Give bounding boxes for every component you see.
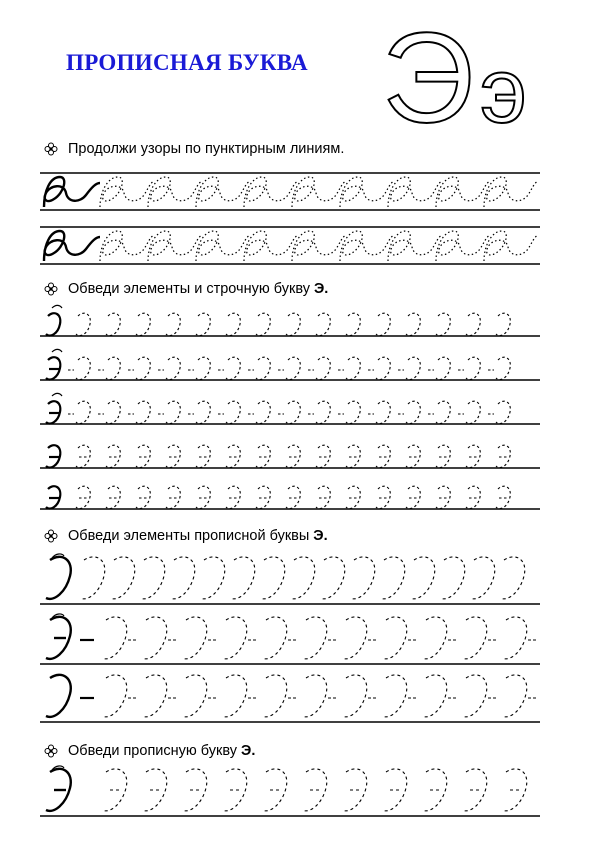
letter-dotted-stroke	[470, 557, 495, 599]
letter-dotted-stroke	[226, 313, 240, 335]
letter-dotted-stroke	[290, 557, 315, 599]
letter-dotted-stroke	[320, 557, 345, 599]
flower-icon	[44, 282, 58, 296]
instruction-text: Обведи прописную букву	[68, 743, 238, 759]
letter-dotted-stroke	[142, 769, 167, 811]
letter-dotted-stroke	[466, 313, 480, 335]
letter-dotted-stroke	[466, 445, 480, 467]
letter-dotted-stroke	[182, 769, 207, 811]
pattern-row-2	[40, 217, 540, 272]
letter-dotted-stroke	[440, 557, 465, 599]
pattern-dotted-stroke	[436, 231, 490, 261]
letter-dotted-stroke	[76, 445, 90, 467]
pattern-dotted-stroke	[196, 177, 250, 207]
letter-dotted-stroke	[182, 617, 207, 659]
uppercase-row-1	[40, 550, 540, 612]
pattern-dotted-stroke	[484, 177, 538, 207]
letter-dotted-stroke	[346, 486, 360, 508]
letter-dotted-stroke	[350, 557, 375, 599]
pattern-svg	[40, 163, 540, 218]
direction-arrow-icon	[52, 349, 62, 352]
letter-dotted-stroke	[260, 557, 285, 599]
letter-dotted-stroke	[230, 557, 255, 599]
letter-dotted-stroke	[286, 445, 300, 467]
pattern-dotted-stroke	[340, 231, 394, 261]
letter-dotted-stroke	[462, 769, 487, 811]
instruction-uppercase-elements	[44, 528, 328, 544]
outline-letters	[382, 7, 572, 150]
letter-dotted-stroke	[166, 486, 180, 508]
letter-dotted-stroke	[302, 617, 327, 659]
letter-dotted-stroke	[136, 357, 150, 379]
letter-dotted-stroke	[142, 675, 167, 717]
flower-icon	[44, 529, 58, 543]
pattern-dotted-stroke	[100, 231, 154, 261]
letter-dotted-stroke	[496, 357, 510, 379]
letter-dotted-stroke	[110, 557, 135, 599]
letter-dotted-stroke	[80, 557, 105, 599]
instruction-text: Обведи элементы и строчную букву	[68, 281, 310, 297]
letter-dotted-stroke	[346, 357, 360, 379]
letter-dotted-stroke	[226, 401, 240, 423]
letter-dotted-stroke	[256, 313, 270, 335]
lowercase-row-4	[40, 434, 540, 478]
letter-dotted-stroke	[256, 357, 270, 379]
letter-dotted-stroke	[346, 313, 360, 335]
letter-dotted-stroke	[346, 445, 360, 467]
uppercase-row-2	[40, 610, 540, 672]
letter-dotted-stroke	[382, 617, 407, 659]
letter-dotted-stroke	[76, 357, 90, 379]
pattern-dotted-stroke	[100, 177, 154, 207]
letter-dotted-stroke	[436, 486, 450, 508]
letter-solid-stroke	[46, 313, 60, 335]
letter-dotted-stroke	[376, 313, 390, 335]
pattern-dotted-stroke	[484, 231, 538, 261]
pattern-dotted-stroke	[340, 177, 394, 207]
letter-dotted-stroke	[342, 617, 367, 659]
letter-dotted-stroke	[436, 313, 450, 335]
letter-dotted-stroke	[376, 401, 390, 423]
letter-dotted-stroke	[262, 769, 287, 811]
letter-dotted-stroke	[422, 769, 447, 811]
letter-dotted-stroke	[102, 617, 127, 659]
letter-dotted-stroke	[466, 357, 480, 379]
letter-dotted-stroke	[222, 675, 247, 717]
letter-dotted-stroke	[502, 769, 527, 811]
letter-dotted-stroke	[76, 401, 90, 423]
letter-dotted-stroke	[496, 445, 510, 467]
pattern-dotted-stroke	[244, 177, 298, 207]
letter-dotted-stroke	[286, 401, 300, 423]
letter-dotted-stroke	[302, 675, 327, 717]
pattern-dotted-stroke	[244, 231, 298, 261]
letter-dotted-stroke	[382, 675, 407, 717]
letter-dotted-stroke	[196, 357, 210, 379]
letter-dotted-stroke	[462, 617, 487, 659]
instruction-text: Обведи элементы прописной буквы	[68, 528, 310, 544]
letter-dotted-stroke	[256, 401, 270, 423]
uppercase-letter-row	[40, 762, 540, 824]
pattern-row-1	[40, 163, 540, 218]
lowercase-row-2	[40, 346, 540, 390]
letter-dotted-stroke	[316, 445, 330, 467]
letter-dotted-stroke	[222, 617, 247, 659]
letter-dotted-stroke	[106, 401, 120, 423]
letter-dotted-stroke	[502, 617, 527, 659]
letter-dotted-stroke	[406, 401, 420, 423]
pattern-dotted-stroke	[388, 231, 442, 261]
letter-dotted-stroke	[262, 617, 287, 659]
letter-dotted-stroke	[286, 357, 300, 379]
letter-dotted-stroke	[106, 445, 120, 467]
lowercase-row-5	[40, 475, 540, 519]
letter-dotted-stroke	[196, 313, 210, 335]
letter-dotted-stroke	[136, 486, 150, 508]
letter-dotted-stroke	[222, 769, 247, 811]
letter-dotted-stroke	[286, 313, 300, 335]
pattern-dotted-stroke	[196, 231, 250, 261]
outline-letter-lower: э	[480, 40, 527, 142]
letter-dotted-stroke	[496, 486, 510, 508]
instruction-uppercase-letter	[44, 743, 255, 759]
uppercase-row-3	[40, 668, 540, 730]
lowercase-row-3	[40, 390, 540, 434]
direction-arrow-icon	[52, 393, 62, 396]
letter-dotted-stroke	[316, 357, 330, 379]
letter-dotted-stroke	[436, 357, 450, 379]
letter-dotted-stroke	[342, 675, 367, 717]
letter-dotted-stroke	[380, 557, 405, 599]
letter-dotted-stroke	[136, 313, 150, 335]
direction-arrow-icon	[52, 305, 62, 308]
letter-dotted-stroke	[196, 486, 210, 508]
pattern-dotted-stroke	[148, 231, 202, 261]
letter-dotted-stroke	[410, 557, 435, 599]
letter-dotted-stroke	[106, 486, 120, 508]
letter-dotted-stroke	[406, 486, 420, 508]
letter-dotted-stroke	[496, 401, 510, 423]
instruction-letter: Э.	[241, 743, 256, 759]
letter-dotted-stroke	[286, 486, 300, 508]
letter-dotted-stroke	[376, 486, 390, 508]
letter-dotted-stroke	[136, 401, 150, 423]
letter-dotted-stroke	[382, 769, 407, 811]
letter-dotted-stroke	[136, 445, 150, 467]
letter-dotted-stroke	[346, 401, 360, 423]
letter-dotted-stroke	[166, 445, 180, 467]
letter-dotted-stroke	[302, 769, 327, 811]
instruction-text: Продолжи узоры по пунктирным линиям.	[68, 141, 345, 157]
pattern-dotted-stroke	[388, 177, 442, 207]
page-title: ПРОПИСНАЯ БУКВА	[66, 50, 308, 75]
outline-letter-upper: Э	[382, 7, 474, 150]
letter-dotted-stroke	[76, 313, 90, 335]
letter-dotted-stroke	[406, 313, 420, 335]
letter-dotted-stroke	[466, 401, 480, 423]
instruction-lowercase	[44, 281, 328, 297]
instruction-letter: Э.	[313, 528, 328, 544]
letter-dotted-stroke	[140, 557, 165, 599]
letter-dotted-stroke	[106, 313, 120, 335]
pattern-solid-stroke	[44, 177, 100, 207]
letter-dotted-stroke	[262, 675, 287, 717]
pattern-svg	[40, 217, 540, 272]
letter-dotted-stroke	[106, 357, 120, 379]
letter-solid-stroke	[46, 675, 71, 717]
letter-dotted-stroke	[166, 401, 180, 423]
letter-dotted-stroke	[196, 401, 210, 423]
pattern-dotted-stroke	[436, 177, 490, 207]
instruction-patterns	[44, 141, 344, 157]
letter-dotted-stroke	[466, 486, 480, 508]
letter-dotted-stroke	[500, 557, 525, 599]
letter-dotted-stroke	[256, 486, 270, 508]
letter-dotted-stroke	[422, 617, 447, 659]
letter-dotted-stroke	[196, 445, 210, 467]
letter-dotted-stroke	[376, 445, 390, 467]
pattern-dotted-stroke	[292, 231, 346, 261]
flower-icon	[44, 142, 58, 156]
letter-dotted-stroke	[102, 769, 127, 811]
letter-dotted-stroke	[496, 313, 510, 335]
letter-dotted-stroke	[436, 401, 450, 423]
letter-dotted-stroke	[182, 675, 207, 717]
letter-dotted-stroke	[102, 675, 127, 717]
instruction-letter: Э.	[313, 281, 329, 297]
letter-dotted-stroke	[170, 557, 195, 599]
pattern-dotted-stroke	[292, 177, 346, 207]
letter-dotted-stroke	[406, 357, 420, 379]
letter-dotted-stroke	[166, 357, 180, 379]
letter-dotted-stroke	[142, 617, 167, 659]
letter-solid-stroke	[46, 557, 71, 599]
letter-dotted-stroke	[422, 675, 447, 717]
letter-dotted-stroke	[436, 445, 450, 467]
letter-dotted-stroke	[376, 357, 390, 379]
letter-dotted-stroke	[316, 401, 330, 423]
flower-icon	[44, 744, 58, 758]
lowercase-row-1	[40, 302, 540, 346]
letter-dotted-stroke	[316, 486, 330, 508]
letter-dotted-stroke	[462, 675, 487, 717]
letter-dotted-stroke	[166, 313, 180, 335]
letter-dotted-stroke	[226, 445, 240, 467]
letter-dotted-stroke	[200, 557, 225, 599]
letter-dotted-stroke	[502, 675, 527, 717]
letter-dotted-stroke	[316, 313, 330, 335]
letter-dotted-stroke	[256, 445, 270, 467]
letter-dotted-stroke	[226, 357, 240, 379]
pattern-solid-stroke	[44, 231, 100, 261]
letter-dotted-stroke	[342, 769, 367, 811]
letter-dotted-stroke	[226, 486, 240, 508]
pattern-dotted-stroke	[148, 177, 202, 207]
letter-dotted-stroke	[76, 486, 90, 508]
letter-dotted-stroke	[406, 445, 420, 467]
